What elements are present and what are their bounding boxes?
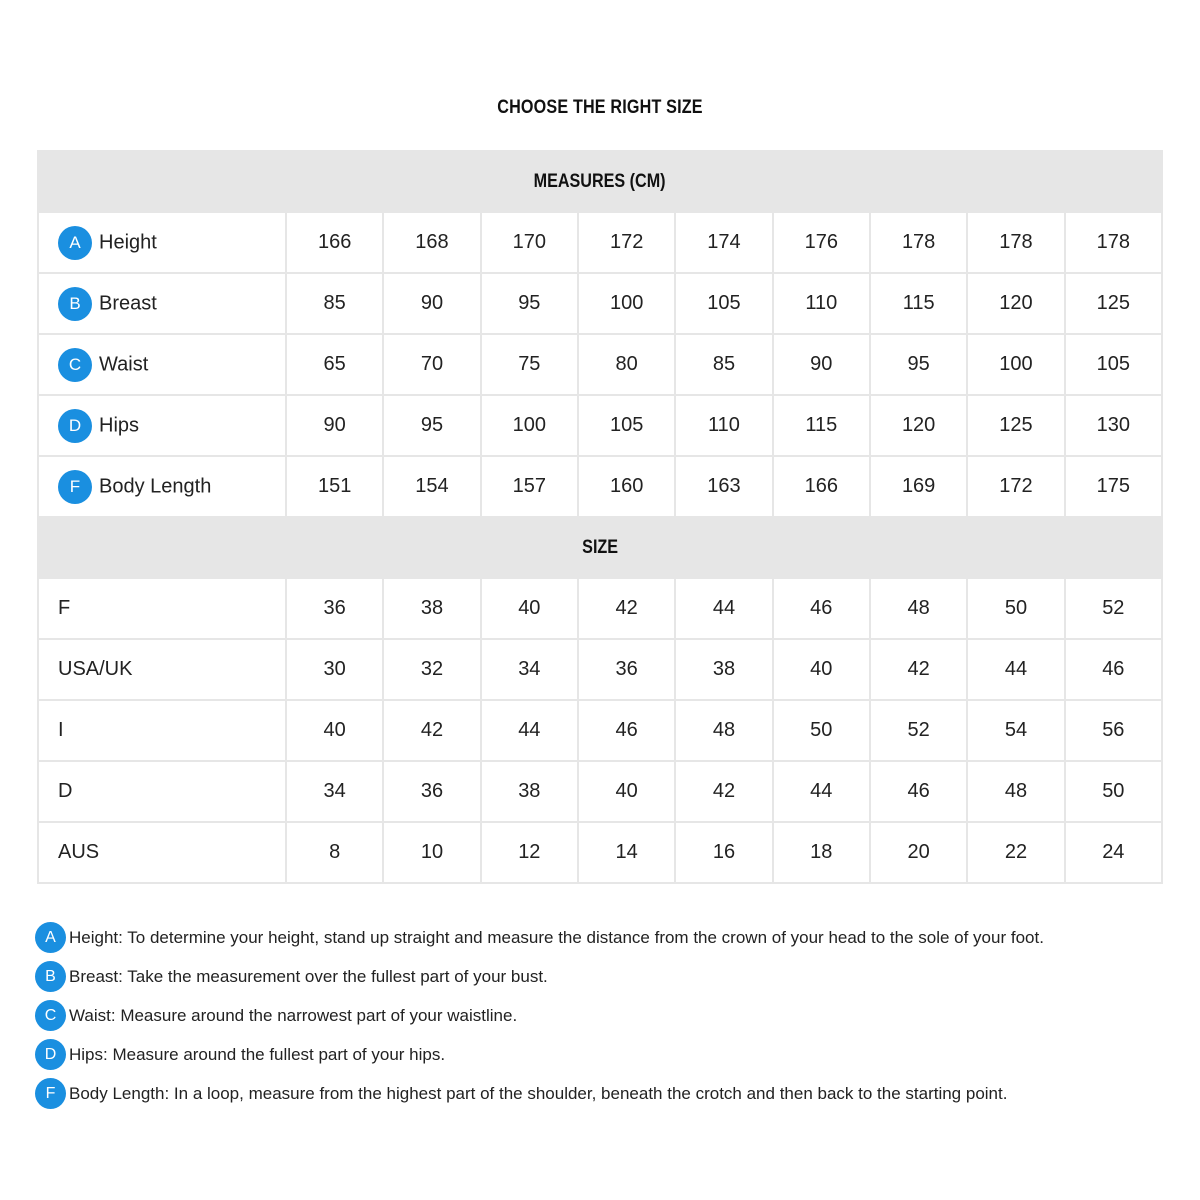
letter-badge-icon: B xyxy=(58,287,92,321)
value-cell: 40 xyxy=(578,761,675,822)
value-cell: 30 xyxy=(286,639,383,700)
value-cell: 174 xyxy=(675,212,772,273)
value-cell: 85 xyxy=(286,273,383,334)
value-cell: 130 xyxy=(1065,395,1162,456)
measures-header-label: MEASURES (CM) xyxy=(534,170,666,192)
value-cell: 110 xyxy=(773,273,870,334)
value-cell: 120 xyxy=(967,273,1064,334)
value-cell: 8 xyxy=(286,822,383,883)
table-row xyxy=(38,212,1162,273)
value-cell: 40 xyxy=(286,700,383,761)
note-item xyxy=(35,1074,1175,1113)
table-row xyxy=(38,273,1162,334)
note-text: Breast: Take the measurement over the fullest part of your bust. xyxy=(69,966,548,986)
value-cell: 48 xyxy=(675,700,772,761)
value-cell: 48 xyxy=(870,578,967,639)
value-cell: 48 xyxy=(967,761,1064,822)
row-label-cell xyxy=(38,395,286,456)
row-label: F xyxy=(58,597,71,620)
letter-badge-icon: C xyxy=(35,1000,66,1031)
value-cell: 166 xyxy=(286,212,383,273)
value-cell: 90 xyxy=(383,273,480,334)
row-label-cell xyxy=(38,334,286,395)
value-cell: 95 xyxy=(383,395,480,456)
value-cell: 110 xyxy=(675,395,772,456)
value-cell: 85 xyxy=(675,334,772,395)
table-row xyxy=(38,822,1162,883)
value-cell: 20 xyxy=(870,822,967,883)
value-cell: 120 xyxy=(870,395,967,456)
value-cell: 36 xyxy=(578,639,675,700)
value-cell: 178 xyxy=(870,212,967,273)
value-cell: 95 xyxy=(870,334,967,395)
value-cell: 12 xyxy=(481,822,578,883)
value-cell: 18 xyxy=(773,822,870,883)
row-label: D xyxy=(58,780,73,803)
table-row xyxy=(38,700,1162,761)
value-cell: 38 xyxy=(383,578,480,639)
value-cell: 46 xyxy=(870,761,967,822)
letter-badge-icon: D xyxy=(35,1039,66,1070)
value-cell: 42 xyxy=(383,700,480,761)
letter-badge-icon: D xyxy=(58,409,92,443)
value-cell: 44 xyxy=(773,761,870,822)
value-cell: 50 xyxy=(967,578,1064,639)
table-row xyxy=(38,456,1162,517)
table-row xyxy=(38,395,1162,456)
value-cell: 105 xyxy=(578,395,675,456)
size-chart-table xyxy=(37,150,1163,884)
value-cell: 38 xyxy=(675,639,772,700)
letter-badge-icon: F xyxy=(35,1078,66,1109)
value-cell: 154 xyxy=(383,456,480,517)
note-text: Height: To determine your height, stand up straight and measure the distance from the crown of your head to the sole of your foot. xyxy=(69,927,1044,947)
value-cell: 32 xyxy=(383,639,480,700)
value-cell: 10 xyxy=(383,822,480,883)
value-cell: 56 xyxy=(1065,700,1162,761)
letter-badge-icon: B xyxy=(35,961,66,992)
value-cell: 65 xyxy=(286,334,383,395)
value-cell: 100 xyxy=(967,334,1064,395)
value-cell: 125 xyxy=(967,395,1064,456)
value-cell: 52 xyxy=(1065,578,1162,639)
value-cell: 42 xyxy=(578,578,675,639)
value-cell: 42 xyxy=(675,761,772,822)
value-cell: 50 xyxy=(773,700,870,761)
table-row xyxy=(38,334,1162,395)
value-cell: 70 xyxy=(383,334,480,395)
note-text: Waist: Measure around the narrowest part of your waistline. xyxy=(69,1005,518,1025)
row-label-cell xyxy=(38,822,286,883)
value-cell: 50 xyxy=(1065,761,1162,822)
value-cell: 178 xyxy=(1065,212,1162,273)
measurement-notes xyxy=(35,918,1175,1113)
row-label-cell xyxy=(38,273,286,334)
value-cell: 105 xyxy=(1065,334,1162,395)
row-label-cell xyxy=(38,456,286,517)
value-cell: 40 xyxy=(481,578,578,639)
value-cell: 166 xyxy=(773,456,870,517)
table-row xyxy=(38,639,1162,700)
value-cell: 54 xyxy=(967,700,1064,761)
value-cell: 44 xyxy=(481,700,578,761)
note-item xyxy=(35,1035,1175,1074)
value-cell: 176 xyxy=(773,212,870,273)
note-item xyxy=(35,996,1175,1035)
row-label: Body Length xyxy=(99,475,212,497)
row-label: Breast xyxy=(99,292,157,314)
value-cell: 22 xyxy=(967,822,1064,883)
letter-badge-icon: C xyxy=(58,348,92,382)
value-cell: 90 xyxy=(773,334,870,395)
value-cell: 125 xyxy=(1065,273,1162,334)
value-cell: 16 xyxy=(675,822,772,883)
value-cell: 36 xyxy=(383,761,480,822)
note-item xyxy=(35,918,1175,957)
value-cell: 168 xyxy=(383,212,480,273)
note-text: Hips: Measure around the fullest part of your hips. xyxy=(69,1044,446,1064)
size-header xyxy=(38,517,1162,578)
letter-badge-icon: F xyxy=(58,470,92,504)
row-label-cell xyxy=(38,639,286,700)
value-cell: 151 xyxy=(286,456,383,517)
value-cell: 34 xyxy=(481,639,578,700)
value-cell: 42 xyxy=(870,639,967,700)
row-label: Waist xyxy=(99,353,149,375)
value-cell: 100 xyxy=(578,273,675,334)
table-row xyxy=(38,578,1162,639)
value-cell: 163 xyxy=(675,456,772,517)
row-label-cell xyxy=(38,212,286,273)
measures-header xyxy=(38,151,1162,212)
letter-badge-icon: A xyxy=(58,226,92,260)
row-label: Hips xyxy=(99,414,140,436)
value-cell: 100 xyxy=(481,395,578,456)
value-cell: 169 xyxy=(870,456,967,517)
value-cell: 14 xyxy=(578,822,675,883)
value-cell: 44 xyxy=(675,578,772,639)
row-label: Height xyxy=(99,231,157,253)
value-cell: 178 xyxy=(967,212,1064,273)
value-cell: 95 xyxy=(481,273,578,334)
value-cell: 170 xyxy=(481,212,578,273)
value-cell: 44 xyxy=(967,639,1064,700)
value-cell: 34 xyxy=(286,761,383,822)
note-text: Body Length: In a loop, measure from the highest part of the shoulder, beneath the crotch and then back to the starting point. xyxy=(69,1083,1008,1103)
row-label: I xyxy=(58,719,64,742)
value-cell: 24 xyxy=(1065,822,1162,883)
value-cell: 115 xyxy=(773,395,870,456)
value-cell: 36 xyxy=(286,578,383,639)
value-cell: 90 xyxy=(286,395,383,456)
page-title: CHOOSE THE RIGHT SIZE xyxy=(497,97,703,118)
value-cell: 160 xyxy=(578,456,675,517)
table-row xyxy=(38,761,1162,822)
row-label-cell xyxy=(38,700,286,761)
value-cell: 75 xyxy=(481,334,578,395)
note-item xyxy=(35,957,1175,996)
value-cell: 46 xyxy=(578,700,675,761)
row-label-cell xyxy=(38,761,286,822)
value-cell: 172 xyxy=(967,456,1064,517)
row-label: AUS xyxy=(58,841,100,864)
value-cell: 157 xyxy=(481,456,578,517)
value-cell: 80 xyxy=(578,334,675,395)
value-cell: 175 xyxy=(1065,456,1162,517)
value-cell: 40 xyxy=(773,639,870,700)
value-cell: 38 xyxy=(481,761,578,822)
value-cell: 172 xyxy=(578,212,675,273)
value-cell: 115 xyxy=(870,273,967,334)
letter-badge-icon: A xyxy=(35,922,66,953)
value-cell: 46 xyxy=(773,578,870,639)
value-cell: 52 xyxy=(870,700,967,761)
value-cell: 105 xyxy=(675,273,772,334)
size-header-label: SIZE xyxy=(582,536,618,558)
value-cell: 46 xyxy=(1065,639,1162,700)
row-label-cell xyxy=(38,578,286,639)
row-label: USA/UK xyxy=(58,658,133,681)
